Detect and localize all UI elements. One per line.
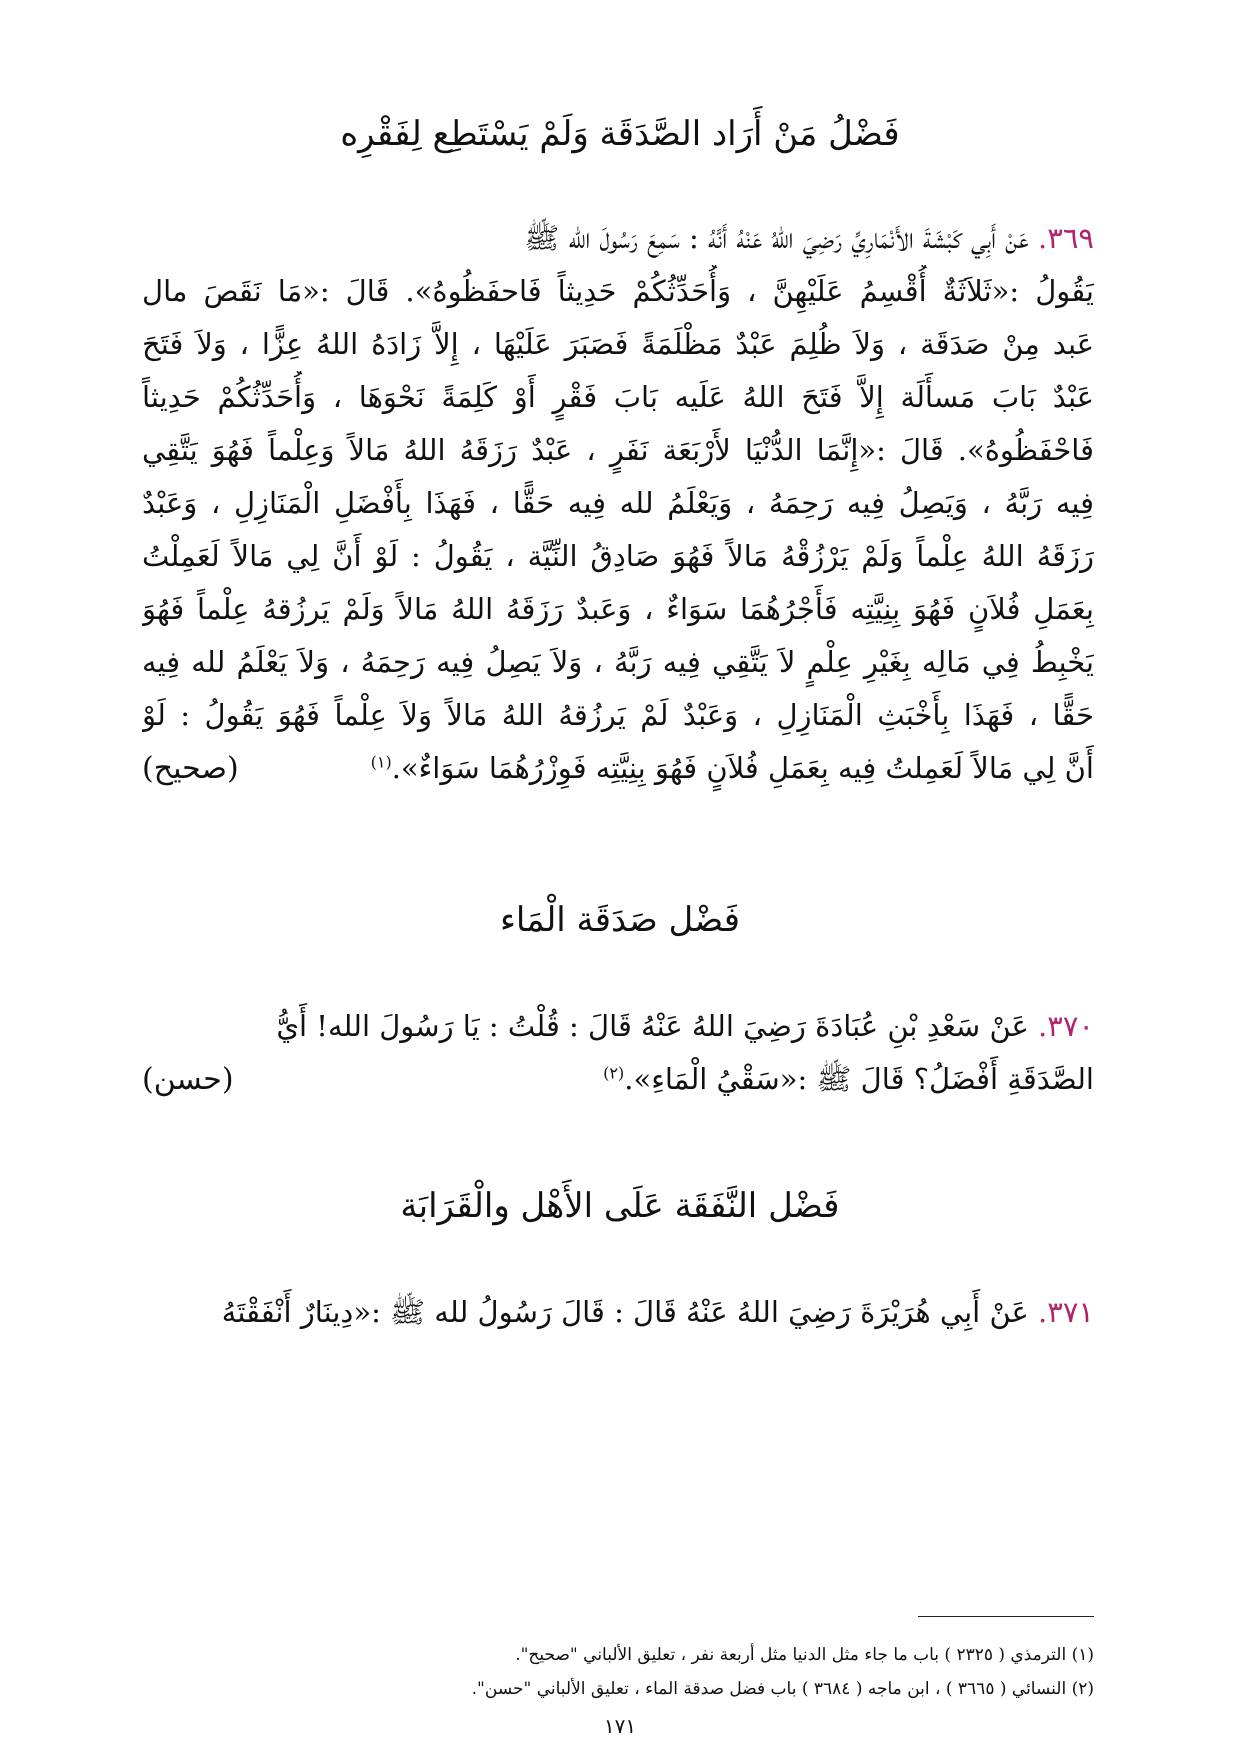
- hadith-line: عَبد مِنْ صَدَقَة ، وَلاَ ظُلِمَ عَبْدٌ مَظْلَمَةً فَصَبَرَ عَلَيْهَا ، إِلاَّ زَادَهُ اللهُ عِزًّا ، وَلاَ فَتَحَ: [142, 327, 1094, 361]
- footnote-2: (٢) النسائي ( ٣٦٦٥ ) ، ابن ماجه ( ٣٦٨٤ ) باب فضل صدقة الماء ، تعليق الألباني "حسن".: [471, 1679, 1094, 1699]
- hadith-grade-badge: (حسن): [142, 1062, 234, 1097]
- footnote-1: (١) الترمذي ( ٢٣٢٥ ) باب ما جاء مثل الدنيا مثل أربعة نفر ، تعليق الألباني "صحيح".: [515, 1645, 1094, 1665]
- hadith-line: فِيه رَبَّهُ ، وَيَصِلُ فِيه رَحِمَهُ ، وَيَعْلَمُ لله فِيه حَقًّا ، فَهَذَا بِأَفْضَلِ الْمَنَازِلِ ، وَعَبْدٌ: [142, 486, 1094, 520]
- hadith-number: ٣٧١.: [1038, 1295, 1094, 1329]
- hadith-text: عَنْ أَبِي هُرَيْرَةَ رَضِيَ اللهُ عَنْهُ قَالَ : قَالَ رَسُولُ لله ﷺ :«دِينَارٌ أَنْفَقْتَهُ: [221, 1295, 1029, 1329]
- section-heading-1: فَضْلُ مَنْ أَرَاد الصَّدَقَة وَلَمْ يَسْتَطِع لِفَقْرِه: [340, 114, 900, 154]
- hadith-number: ٣٧٠.: [1038, 1009, 1094, 1043]
- hadith-line: [142, 742, 1094, 795]
- hadith-371: [142, 1286, 1094, 1339]
- footnote-ref[interactable]: (٢): [603, 1063, 625, 1083]
- hadith-370: [142, 1000, 1094, 1106]
- hadith-line: [142, 1000, 1094, 1053]
- hadith-text: عَنْ سَعْدِ بْنِ عُبَادَةَ رَضِيَ اللهُ عَنْهُ قَالَ : قُلْتُ : يَا رَسُولَ الله! أَيُّ: [276, 1009, 1029, 1043]
- hadith-line: يَخْبِطُ فِي مَالِه بِغَيْرِ عِلْمٍ لاَ يَتَّقِي فِيه رَبَّهُ ، وَلاَ يَصِلُ فِيه رَحِمَهُ ، وَلاَ يَعْلَمُ لله فِيه: [142, 645, 1094, 679]
- hadith-grade-badge: (صحيح): [142, 751, 239, 786]
- hadith-text: عَنْ أَبِي كَبْشَةَ الأَنْمَارِيِّ رَضِيَ اللهُ عَنْهُ أَنَّهُ : سَمِعَ رَسُولَ الله ﷺ: [524, 221, 1029, 255]
- hadith-text: أَنَّ لِي مَالاً لَعَمِلتُ فِيه بِعَمَلِ فُلاَنٍ فَهُوَ بِنِيَّتِه فَوِزْرُهُمَا سَوَاءٌ».: [391, 751, 1094, 785]
- hadith-number: ٣٦٩.: [1038, 221, 1094, 255]
- hadith-369: [142, 212, 1094, 795]
- hadith-line: بِعَمَلِ فُلاَنٍ فَهُوَ بِنِيَّتِه فَأَجْرُهُمَا سَوَاءٌ ، وَعَبدٌ رَزَقَهُ اللهُ مَالاً وَلَمْ يَرزُقهُ عِلْماً فَهُوَ: [142, 592, 1094, 626]
- hadith-line: [142, 212, 1094, 265]
- hadith-line: [142, 1053, 1094, 1106]
- footnote-divider: [918, 1616, 1094, 1617]
- section-heading-3: فَضْل النَّفَقَة عَلَى الأَهْل والْقَرَابَة: [400, 1186, 840, 1226]
- hadith-line: يَقُولُ :«ثَلاَثَةٌ أُقْسِمُ عَلَيْهِنَّ ، وَأُحَدِّثُكُمْ حَدِيثاً فَاحفَظُوهُ». قَالَ :«مَا نَقَصَ مال: [142, 274, 1094, 308]
- footnote-ref[interactable]: (١): [370, 752, 392, 772]
- hadith-text: الصَّدَقَةِ أَفْضَلُ؟ قَالَ ﷺ :«سَقْيُ الْمَاءِ».: [624, 1062, 1094, 1096]
- hadith-line: رَزَقَهُ اللهُ عِلْماً وَلَمْ يَرْزُقْهُ مَالاً فَهُوَ صَادِقُ النِّيَّة ، يَقُولُ : لَوْ أَنَّ لِي مَالاً لَعَمِلْتُ: [142, 539, 1094, 573]
- footnotes: [142, 1638, 1094, 1706]
- page-number: ١٧١: [603, 1714, 637, 1738]
- hadith-line: حَقًّا ، فَهَذَا بِأَخْبَثِ الْمَنَازِلِ ، وَعَبْدٌ لَمْ يَرزُقهُ اللهُ مَالاً وَلاَ عِلْماً فَهُوَ يَقُولُ : لَوْ: [142, 698, 1094, 732]
- hadith-line: [142, 1286, 1094, 1339]
- hadith-line: عَبْدٌ بَابَ مَسأَلَة إِلاَّ فَتَحَ اللهُ عَلَيه بَابَ فَقْرٍ أَوْ كَلِمَةً نَحْوَهَا ، وَأُحَدِّثُكُمْ حَدِيثاً: [142, 380, 1094, 414]
- hadith-line: فَاحْفَظُوهُ». قَالَ :«إِنَّمَا الدُّنْيَا لأَرْبَعَة نَفَرٍ ، عَبْدٌ رَزَقَهُ اللهُ مَالاً وَعِلْماً فَهُوَ يَتَّقِي: [142, 433, 1094, 467]
- section-heading-2: فَضْل صَدَقَة الْمَاء: [499, 900, 741, 940]
